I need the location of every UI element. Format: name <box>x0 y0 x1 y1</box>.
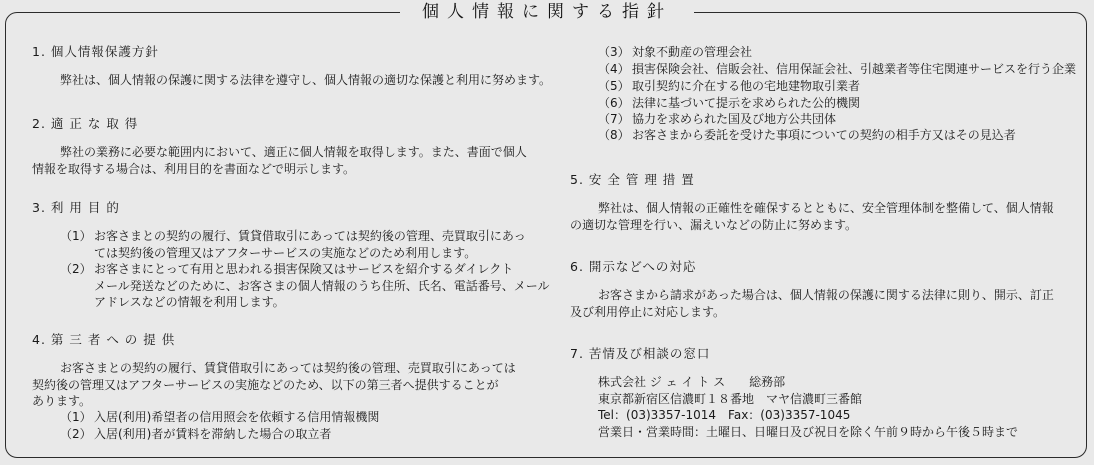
section-4-body: お客さまとの契約の履行、賃貸借取引にあっては契約後の管理、売買取引にあっては 契約後の管理又はアフターサービスの実施などのため、以下の第三者へ提供することが あります。 <box>32 361 516 408</box>
section-1-body: 弊社は、個人情報の保護に関する法律を遵守し、個人情報の適切な保護と利用に努めます。 <box>60 73 552 87</box>
contact-address: 東京都新宿区信濃町１８番地 マヤ信濃町三番館 <box>598 391 863 406</box>
section-2-heading: 2. 適 正 な 取 得 <box>32 116 139 131</box>
section-7-heading: 7. 苦情及び相談の窓口 <box>570 346 711 361</box>
section-4-item-8: （8） お客さまから委託を受けた事項についての契約の相手方又はその見込者 <box>598 128 1016 142</box>
section-4-item-3: （3） 対象不動産の管理会社 <box>598 45 753 59</box>
section-4-heading: 4. 第 三 者 へ の 提 供 <box>32 332 176 347</box>
section-4-item-7: （7） 協力を求められた国及び地方公共団体 <box>598 112 837 126</box>
section-4-item-6: （6） 法律に基づいて提示を求められた公的機関 <box>598 96 861 110</box>
section-3-item-2: （2） お客さまにとって有用と思われる損害保険又はサービスを紹介するダイレクト メール発送などのために、お客さまの個人情報のうち住所、氏名、電話番号、メール アドレスなどの情報を利用します。 <box>60 262 550 309</box>
section-1-heading: 1. 個人情報保護方針 <box>32 44 159 59</box>
section-3-heading: 3. 利 用 目 的 <box>32 200 120 215</box>
section-4-item-4: （4） 損害保険会社、信販会社、信用保証会社、引越業者等住宅関連サービスを行う企業 <box>598 62 1077 76</box>
contact-company: 株式会社 ジ ェ イ ト ス 総務部 <box>598 375 786 389</box>
section-3-item-1: （1） お客さまとの契約の履行、賃貸借取引にあっては契約後の管理、売買取引にあっ ては契約後の管理又はアフターサービスの実施などのため利用します。 <box>60 229 526 260</box>
page-title: 個人情報に関する指針 <box>400 0 694 24</box>
section-7-contact <box>598 374 1018 440</box>
section-4-item-5: （5） 取引契約に介在する他の宅地建物取引業者 <box>598 79 861 93</box>
section-5-heading: 5. 安 全 管 理 措 置 <box>570 172 695 187</box>
section-5-body: 弊社は、個人情報の正確性を確保するとともに、安全管理体制を整備して、個人情報 の適切な管理を行い、漏えいなどの防止に努めます。 <box>570 201 1054 232</box>
contact-phone: Tel：(03)3357-1014 Fax：(03)3357-1045 <box>598 408 851 422</box>
section-6-heading: 6. 開示などへの対応 <box>570 259 697 274</box>
section-4-item-1: （1） 入居(利用)希望者の信用照会を依頼する信用情報機関 <box>60 410 380 424</box>
contact-hours: 営業日・営業時間：土曜日、日曜日及び祝日を除く午前９時から午後５時まで <box>598 424 1019 439</box>
section-6-body: お客さまから請求があった場合は、個人情報の保護に関する法律に則り、開示、訂正 及び利用停止に対応します。 <box>570 288 1054 319</box>
section-2-body: 弊社の業務に必要な範囲内において、適正に個人情報を取得します。また、書面で個人 情報を取得する場合は、利用目的を書面などで明示します。 <box>32 145 527 176</box>
section-4-item-2: （2） 入居(利用)者が賃料を滞納した場合の取立者 <box>60 427 332 441</box>
